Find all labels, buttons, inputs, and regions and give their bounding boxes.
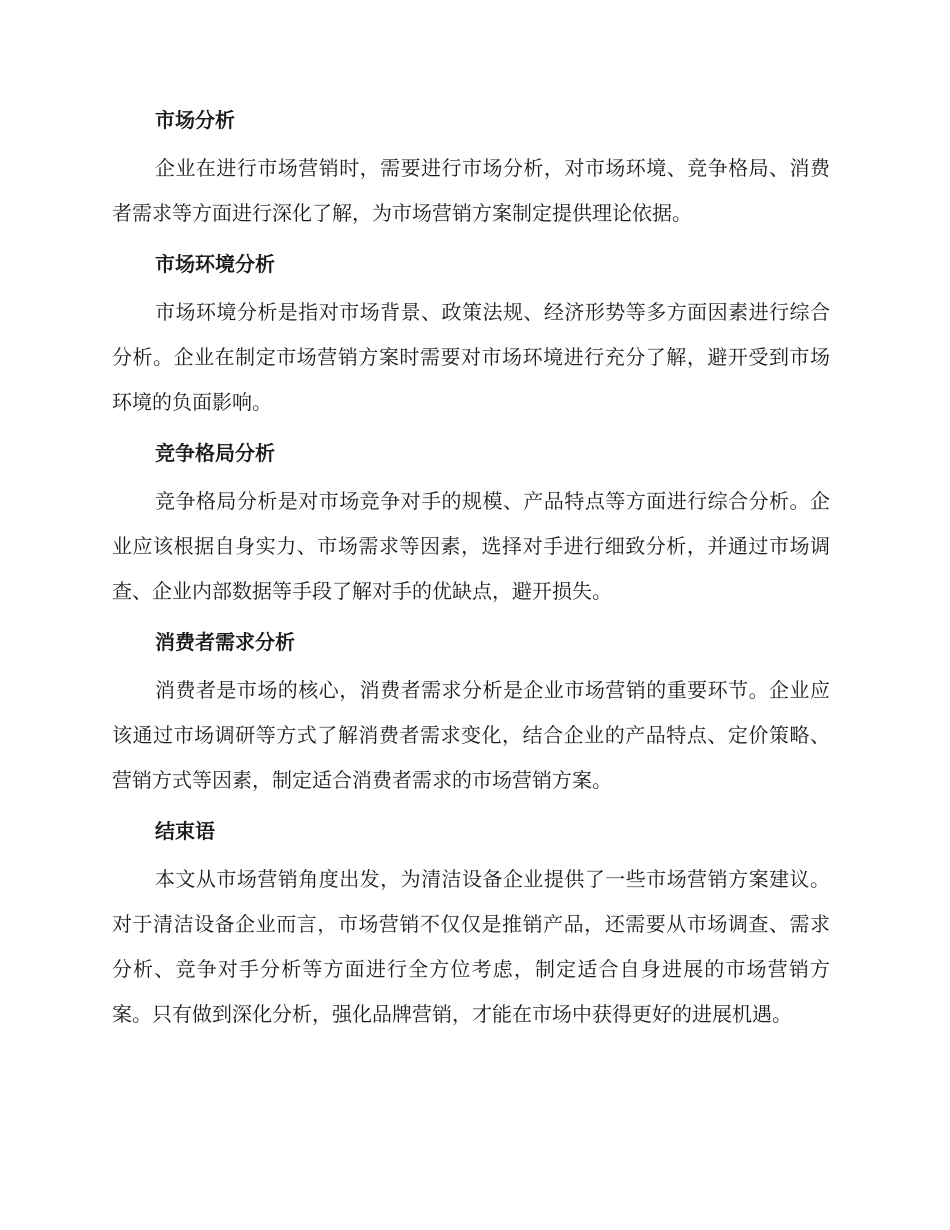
section-paragraph: 本文从市场营销角度出发，为清洁设备企业提供了一些市场营销方案建议。对于清洁设备企业而言，市场营销不仅仅是推销产品，还需要从市场调查、需求分析、竞争对手分析等方面进行全方位考虑，制定适合自身进展的市场营销方案。只有做到深化分析，强化品牌营销，才能在市场中获得更好的进展机遇。 xyxy=(112,867,830,1026)
section-conclusion xyxy=(112,817,830,1037)
section-paragraph: 消费者是市场的核心，消费者需求分析是企业市场营销的重要环节。企业应该通过市场调研等方式了解消费者需求变化，结合企业的产品特点、定价策略、营销方式等因素，制定适合消费者需求的市场营销方案。 xyxy=(112,678,830,792)
section-paragraph: 市场环境分析是指对市场背景、政策法规、经济形势等多方面因素进行综合分析。企业在制定市场营销方案时需要对市场环境进行充分了解，避开受到市场环境的负面影响。 xyxy=(112,300,830,414)
section-paragraph: 企业在进行市场营销时，需要进行市场分析，对市场环境、竞争格局、消费者需求等方面进行深化了解，为市场营销方案制定提供理论依据。 xyxy=(112,156,830,225)
section-heading: 市场分析 xyxy=(155,108,235,132)
section-heading: 消费者需求分析 xyxy=(155,630,295,654)
section-competition xyxy=(112,439,830,614)
section-heading: 市场环境分析 xyxy=(155,252,275,276)
section-consumer-demand xyxy=(112,628,830,803)
section-paragraph: 竞争格局分析是对市场竞争对手的规模、产品特点等方面进行综合分析。企业应该根据自身实力、市场需求等因素，选择对手进行细致分析，并通过市场调查、企业内部数据等手段了解对手的优缺点，避开损失。 xyxy=(112,489,830,603)
section-market-analysis xyxy=(112,106,830,236)
document-page xyxy=(112,106,830,1051)
section-heading: 结束语 xyxy=(155,819,215,843)
section-heading: 竞争格局分析 xyxy=(155,441,275,465)
section-market-environment xyxy=(112,250,830,425)
